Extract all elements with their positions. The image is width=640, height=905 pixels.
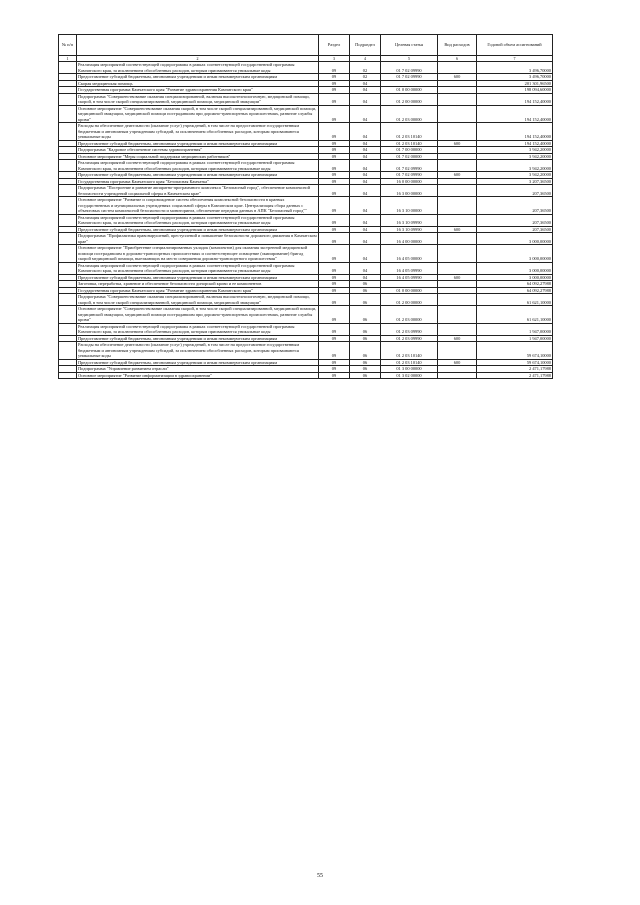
row-amount: 198 094,60000	[477, 87, 553, 94]
row-target-article: 01 7 02 09990	[381, 62, 438, 74]
row-subsection: 04	[350, 147, 381, 154]
row-target-article: 16 3 00 00000	[381, 185, 438, 197]
row-name: Подпрограмма "Профилактика правонарушений, преступлений и повышение безопасности дорожного движения в Камчатском крае"	[78, 233, 317, 244]
row-expense-type	[438, 294, 477, 306]
row-expense-type	[438, 342, 477, 360]
row-number	[59, 372, 77, 379]
row-section: 09	[319, 342, 350, 360]
row-expense-type: 600	[438, 140, 477, 147]
column-index: 3	[319, 56, 350, 62]
row-section: 09	[319, 366, 350, 373]
row-subsection: 04	[350, 172, 381, 179]
row-section: 09	[319, 306, 350, 324]
row-amount: 3 000,00000	[477, 274, 553, 281]
row-number	[59, 93, 77, 105]
row-amount: 194 152,40000	[477, 140, 553, 147]
row-section: 09	[319, 372, 350, 379]
row-section: 09	[319, 335, 350, 342]
table-header-row	[59, 35, 553, 56]
row-number	[59, 294, 77, 306]
row-subsection: 06	[350, 359, 381, 366]
row-subsection: 06	[350, 281, 381, 288]
row-expense-type	[438, 62, 477, 74]
table-row	[59, 306, 553, 324]
row-name: Подпрограмма "Совершенствование оказания специализированной, включая высокотехнологичную, медицинской помощи, скорой, в том числе скорой специализированной, медицинской помощи, медицинской эвакуации"	[77, 294, 319, 306]
row-number	[59, 306, 77, 324]
row-name: Подпрограмма "Построение и развитие аппаратно-программного комплекса "Безопасный город", обеспечение комплексной безопасности учреждений социальной сферы в Камчатском крае"	[77, 185, 319, 197]
row-subsection: 06	[350, 294, 381, 306]
row-amount: 194 152,40000	[477, 93, 553, 105]
row-amount: 1 947,00000	[477, 335, 553, 342]
row-section: 09	[319, 294, 350, 306]
row-target-article: 01 2 03 09990	[381, 335, 438, 342]
row-subsection: 04	[350, 185, 381, 197]
row-subsection: 04	[350, 214, 381, 226]
row-name: Основное мероприятие "Совершенствование оказания скорой, в том числе скорой специализированной, медицинской помощи, медицинской эвакуации, медицинской помощи пострадавшим при дорожно-транспортных происшествиях, развитие службы крови"	[77, 105, 319, 123]
page-number: 55	[317, 873, 323, 879]
row-section: 09	[319, 323, 350, 335]
row-subsection: 06	[350, 323, 381, 335]
row-name: Основное мероприятие "Развитие информатизации в здравоохранении"	[77, 372, 319, 379]
row-target-article: 16 4 00 00000	[381, 233, 438, 245]
row-target-article: 01 7 02 09990	[381, 160, 438, 172]
row-section: 09	[319, 87, 350, 94]
row-target-article: 01 2 03 10140	[381, 123, 438, 141]
row-amount: 3 496,70000	[477, 74, 553, 81]
row-expense-type	[438, 123, 477, 141]
table-row	[59, 123, 553, 141]
header-number: № п/п	[59, 35, 77, 56]
row-target-article: 01 3 00 00000	[381, 366, 438, 373]
column-index: 2	[77, 56, 319, 62]
column-index: 5	[381, 56, 438, 62]
row-amount: 3 000,00000	[477, 233, 553, 245]
row-name: Основное мероприятие "Меры социальной поддержки медицинских работников"	[77, 153, 319, 160]
row-amount: 3 496,70000	[477, 62, 553, 74]
row-name: Скорая медицинская помощь	[77, 80, 319, 87]
table-row	[59, 245, 553, 263]
column-index: 4	[350, 56, 381, 62]
row-amount: 3 942,20000	[477, 147, 553, 154]
column-index: 7	[477, 56, 553, 62]
row-subsection: 04	[350, 274, 381, 281]
row-target-article: 01 7 02 00000	[381, 153, 438, 160]
row-amount: 59 674,10000	[477, 359, 553, 366]
row-amount: 59 674,10000	[477, 342, 553, 360]
row-subsection: 06	[350, 342, 381, 360]
row-subsection: 04	[350, 226, 381, 233]
row-subsection: 04	[350, 245, 381, 263]
table-row	[59, 294, 553, 306]
row-number	[59, 160, 77, 172]
row-amount: 3 942,20000	[477, 153, 553, 160]
row-name: Предоставление субсидий бюджетным, автономным учреждениям и иным некоммерческим организациям	[77, 74, 319, 81]
row-target-article: 16 3 10 09990	[381, 214, 438, 226]
row-section: 09	[319, 178, 350, 185]
row-subsection: 04	[350, 178, 381, 185]
row-target-article: 16 3 10 00000	[381, 197, 438, 215]
header-annual-amount: Годовой объем ассигнований	[477, 35, 553, 56]
row-subsection: 04	[350, 87, 381, 94]
row-expense-type	[438, 262, 477, 274]
row-name: Предоставление субсидий бюджетным, автономным учреждениям и иным некоммерческим организациям	[77, 226, 319, 233]
table-row	[59, 342, 553, 360]
row-section: 09	[319, 140, 350, 147]
row-name: Государственная программа Камчатского края "Развитие здравоохранения Камчатского края"	[77, 287, 319, 294]
row-target-article: 16 0 00 00000	[381, 178, 438, 185]
row-expense-type: 600	[438, 359, 477, 366]
row-amount: 2 471,17988	[477, 366, 553, 373]
header-subsection: Подраздел	[350, 35, 381, 56]
column-index: 6	[438, 56, 477, 62]
row-target-article: 16 4 05 09990	[381, 262, 438, 274]
row-name: Предоставление субсидий бюджетным, автономным учреждениям и иным некоммерческим организациям	[77, 172, 319, 179]
row-target-article: 01 2 00 00000	[381, 93, 438, 105]
row-amount: 201 301,96500	[477, 80, 553, 87]
row-section: 09	[319, 214, 350, 226]
row-number	[59, 123, 77, 141]
row-name: Подпрограмма "Кадровое обеспечение системы здравоохранения"	[77, 147, 319, 154]
row-number	[59, 233, 77, 245]
budget-sheet	[58, 34, 552, 379]
row-target-article: 01 0 00 00000	[381, 287, 438, 294]
row-expense-type: 600	[438, 74, 477, 81]
row-section: 09	[319, 123, 350, 141]
row-section: 09	[319, 74, 350, 81]
row-target-article: 01 2 00 00000	[381, 294, 438, 306]
row-subsection: 06	[350, 287, 381, 294]
row-amount: 207,36500	[477, 226, 553, 233]
row-name: Подпрограмма "Управление развитием отрасли"	[77, 366, 319, 373]
row-expense-type	[438, 306, 477, 324]
row-subsection: 06	[350, 372, 381, 379]
row-section: 09	[319, 262, 350, 274]
row-amount: 2 471,17988	[477, 372, 553, 379]
row-expense-type: 600	[438, 335, 477, 342]
row-expense-type	[438, 197, 477, 215]
header-section: Раздел	[319, 35, 350, 56]
row-subsection: 06	[350, 306, 381, 324]
row-amount: 64 092,27988	[477, 281, 553, 288]
table-row	[59, 185, 553, 197]
row-subsection: 04	[350, 153, 381, 160]
row-subsection: 02	[350, 62, 381, 74]
row-section: 09	[319, 281, 350, 288]
row-number	[59, 62, 77, 74]
row-target-article: 01 2 03 10140	[381, 140, 438, 147]
row-subsection: 04	[350, 262, 381, 274]
row-name: Государственная программа Камчатского края "Развитие здравоохранения Камчатского края"	[77, 87, 319, 94]
row-subsection: 04	[350, 233, 381, 245]
row-subsection: 04	[350, 197, 381, 215]
row-section: 09	[319, 197, 350, 215]
row-number	[59, 105, 77, 123]
row-target-article: 16 4 05 09990	[381, 274, 438, 281]
row-subsection: 04	[350, 93, 381, 105]
row-section: 09	[319, 147, 350, 154]
row-name: Государственная программа Камчатского края "Безопасная Камчатка"	[77, 178, 319, 185]
row-name: Предоставление субсидий бюджетным, автономным учреждениям и иным некоммерческим организациям	[77, 359, 319, 366]
row-section: 09	[319, 226, 350, 233]
row-section: 09	[319, 185, 350, 197]
row-name: Основное мероприятие "Приобретение специализированных укладок (комплектов) для оказания экстренной медицинской помощи пострадавшим в дорожно-транспортных происшествиях и соответствующее оснащение (экипирование) бригад скорой медицинской помощи, выезжающих на место совершения дорожно-транспортного происшествия"	[77, 245, 319, 263]
table-row	[59, 233, 553, 245]
row-name: Реализация мероприятий соответствующей подпрограммы в рамках соответствующей государственной программы Камчатского края, за исключением обособленных расходов, которым присваиваются уникальные коды	[77, 323, 319, 335]
row-name: Расходы на обеспечение деятельности (оказание услуг) учреждений, в том числе на предоставление государственным бюджетным и автономным учреждениям субсидий, за исключением обособленных расходов, которым присваиваются уникальные коды	[77, 123, 319, 141]
table-row	[59, 262, 553, 274]
row-name: Реализация мероприятий соответствующей подпрограммы в рамках соответствующей государственной программы Камчатского края, за исключением обособленных расходов, которым присваиваются уникальные коды	[77, 262, 319, 274]
row-amount: 3 942,20000	[477, 172, 553, 179]
row-expense-type: 600	[438, 172, 477, 179]
table-row	[59, 197, 553, 215]
row-amount: 3 000,00000	[477, 262, 553, 274]
table-row	[59, 105, 553, 123]
row-section: 09	[319, 172, 350, 179]
table-row	[59, 214, 553, 226]
row-name: Предоставление субсидий бюджетным, автономным учреждениям и иным некоммерческим организациям	[77, 274, 319, 281]
row-expense-type: 600	[438, 274, 477, 281]
row-name: Реализация мероприятий соответствующей подпрограммы в рамках соответствующей государственной программы Камчатского края, за исключением обособленных расходов, которым присваиваются уникальные коды	[77, 62, 319, 74]
row-amount: 194 152,40000	[477, 123, 553, 141]
row-name: Предоставление субсидий бюджетным, автономным учреждениям и иным некоммерческим организациям	[77, 335, 319, 342]
row-expense-type	[438, 245, 477, 263]
row-number	[59, 214, 77, 226]
row-expense-type	[438, 185, 477, 197]
row-target-article: 01 7 02 09990	[381, 172, 438, 179]
row-expense-type	[438, 160, 477, 172]
row-expense-type: 600	[438, 226, 477, 233]
row-name: Основное мероприятие "Совершенствование оказания скорой, в том числе скорой специализированной, медицинской помощи, медицинской эвакуации, медицинской помощи пострадавшим при дорожно-транспортных происшествиях, развитие службы крови"	[77, 306, 319, 324]
row-subsection: 02	[350, 74, 381, 81]
row-amount: 207,36500	[477, 185, 553, 197]
row-name: Предоставление субсидий бюджетным, автономным учреждениям и иным некоммерческим организациям	[77, 140, 319, 147]
row-expense-type	[438, 372, 477, 379]
row-name: Заготовка, переработка, хранение и обеспечение безопасности донорской крови и ее компонентов	[77, 281, 319, 288]
row-amount: 194 152,40000	[477, 105, 553, 123]
row-number	[59, 323, 77, 335]
row-target-article: 01 2 03 09990	[381, 323, 438, 335]
column-index: 1	[59, 56, 77, 62]
row-expense-type	[438, 233, 477, 245]
row-expense-type	[438, 93, 477, 105]
row-subsection: 06	[350, 335, 381, 342]
row-number	[59, 245, 77, 263]
row-section: 09	[319, 274, 350, 281]
row-subsection: 04	[350, 80, 381, 87]
row-amount: 207,36500	[477, 214, 553, 226]
row-section: 09	[319, 80, 350, 87]
row-subsection: 04	[350, 160, 381, 172]
row-amount: 3 000,00000	[477, 245, 553, 263]
row-target-article: 16 3 10 09990	[381, 226, 438, 233]
row-amount: 1 947,00000	[477, 323, 553, 335]
row-amount: 3 942,20000	[477, 160, 553, 172]
row-subsection: 06	[350, 366, 381, 373]
header-name	[77, 35, 319, 56]
row-subsection: 04	[350, 123, 381, 141]
row-subsection: 04	[350, 105, 381, 123]
row-expense-type	[438, 105, 477, 123]
table-row	[59, 372, 553, 379]
row-name: Основное мероприятие "Развитие и сопровождение систем обеспечения комплексной безопасности в краевых государственных и муниципальных учреждениях социальной сферы в Камчатском крае. Централизация сбора данных с объектовых систем комплексной безопасности и мониторинга, обеспечение передачи данных в АПК "Безопасный город""	[77, 197, 319, 215]
row-number	[59, 262, 77, 274]
row-target-article: 01 7 02 09990	[381, 74, 438, 81]
table-row	[59, 62, 553, 74]
header-expense-type: Вид расходов	[438, 35, 477, 56]
row-subsection: 04	[350, 140, 381, 147]
row-section: 09	[319, 359, 350, 366]
row-number	[59, 185, 77, 197]
row-section: 09	[319, 287, 350, 294]
row-name: Реализация мероприятий соответствующей подпрограммы в рамках соответствующей государственной программы Камчатского края, за исключением обособленных расходов, которым присваиваются уникальные коды	[77, 160, 319, 172]
budget-table	[58, 34, 553, 379]
table-row	[59, 93, 553, 105]
row-section: 09	[319, 245, 350, 263]
row-target-article: 01 2 03 10140	[381, 359, 438, 366]
table-row	[59, 160, 553, 172]
row-amount: 64 092,27988	[477, 287, 553, 294]
row-section: 09	[319, 105, 350, 123]
row-number	[59, 197, 77, 215]
row-name: Реализация мероприятий соответствующей подпрограммы в рамках соответствующей государственной программы Камчатского края, за исключением обособленных расходов, которым присваиваются уникальные коды	[77, 214, 319, 226]
row-amount: 3 207,36500	[477, 178, 553, 185]
row-amount: 61 621,10000	[477, 294, 553, 306]
row-section: 09	[319, 93, 350, 105]
row-target-article: 01 2 03 00000	[381, 105, 438, 123]
row-amount: 207,36500	[477, 197, 553, 215]
row-section: 09	[319, 62, 350, 74]
row-section: 09	[319, 233, 350, 245]
row-target-article: 16 4 05 00000	[381, 245, 438, 263]
row-name: Расходы на обеспечение деятельности (оказание услуг) учреждений, в том числе на предоставление государственным бюджетным и автономным учреждениям субсидий, за исключением обособленных расходов, которым присваиваются уникальные коды	[77, 342, 319, 360]
row-amount: 61 621,10000	[477, 306, 553, 324]
row-target-article: 01 0 00 00000	[381, 87, 438, 94]
row-section: 09	[319, 153, 350, 160]
row-target-article: 01 2 03 10140	[381, 342, 438, 360]
row-target-article: 01 3 02 00000	[381, 372, 438, 379]
row-name: Подпрограмма "Совершенствование оказания специализированной, включая высокотехнологичную, медицинской помощи, скорой, в том числе скорой специализированной, медицинской помощи, медицинской эвакуации"	[77, 93, 319, 105]
row-target-article: 01 7 00 00000	[381, 147, 438, 154]
row-section: 09	[319, 160, 350, 172]
table-row	[59, 323, 553, 335]
header-target-article: Целевая статья	[381, 35, 438, 56]
row-expense-type	[438, 214, 477, 226]
row-target-article: 01 2 03 00000	[381, 306, 438, 324]
row-number	[59, 342, 77, 360]
row-expense-type	[438, 323, 477, 335]
